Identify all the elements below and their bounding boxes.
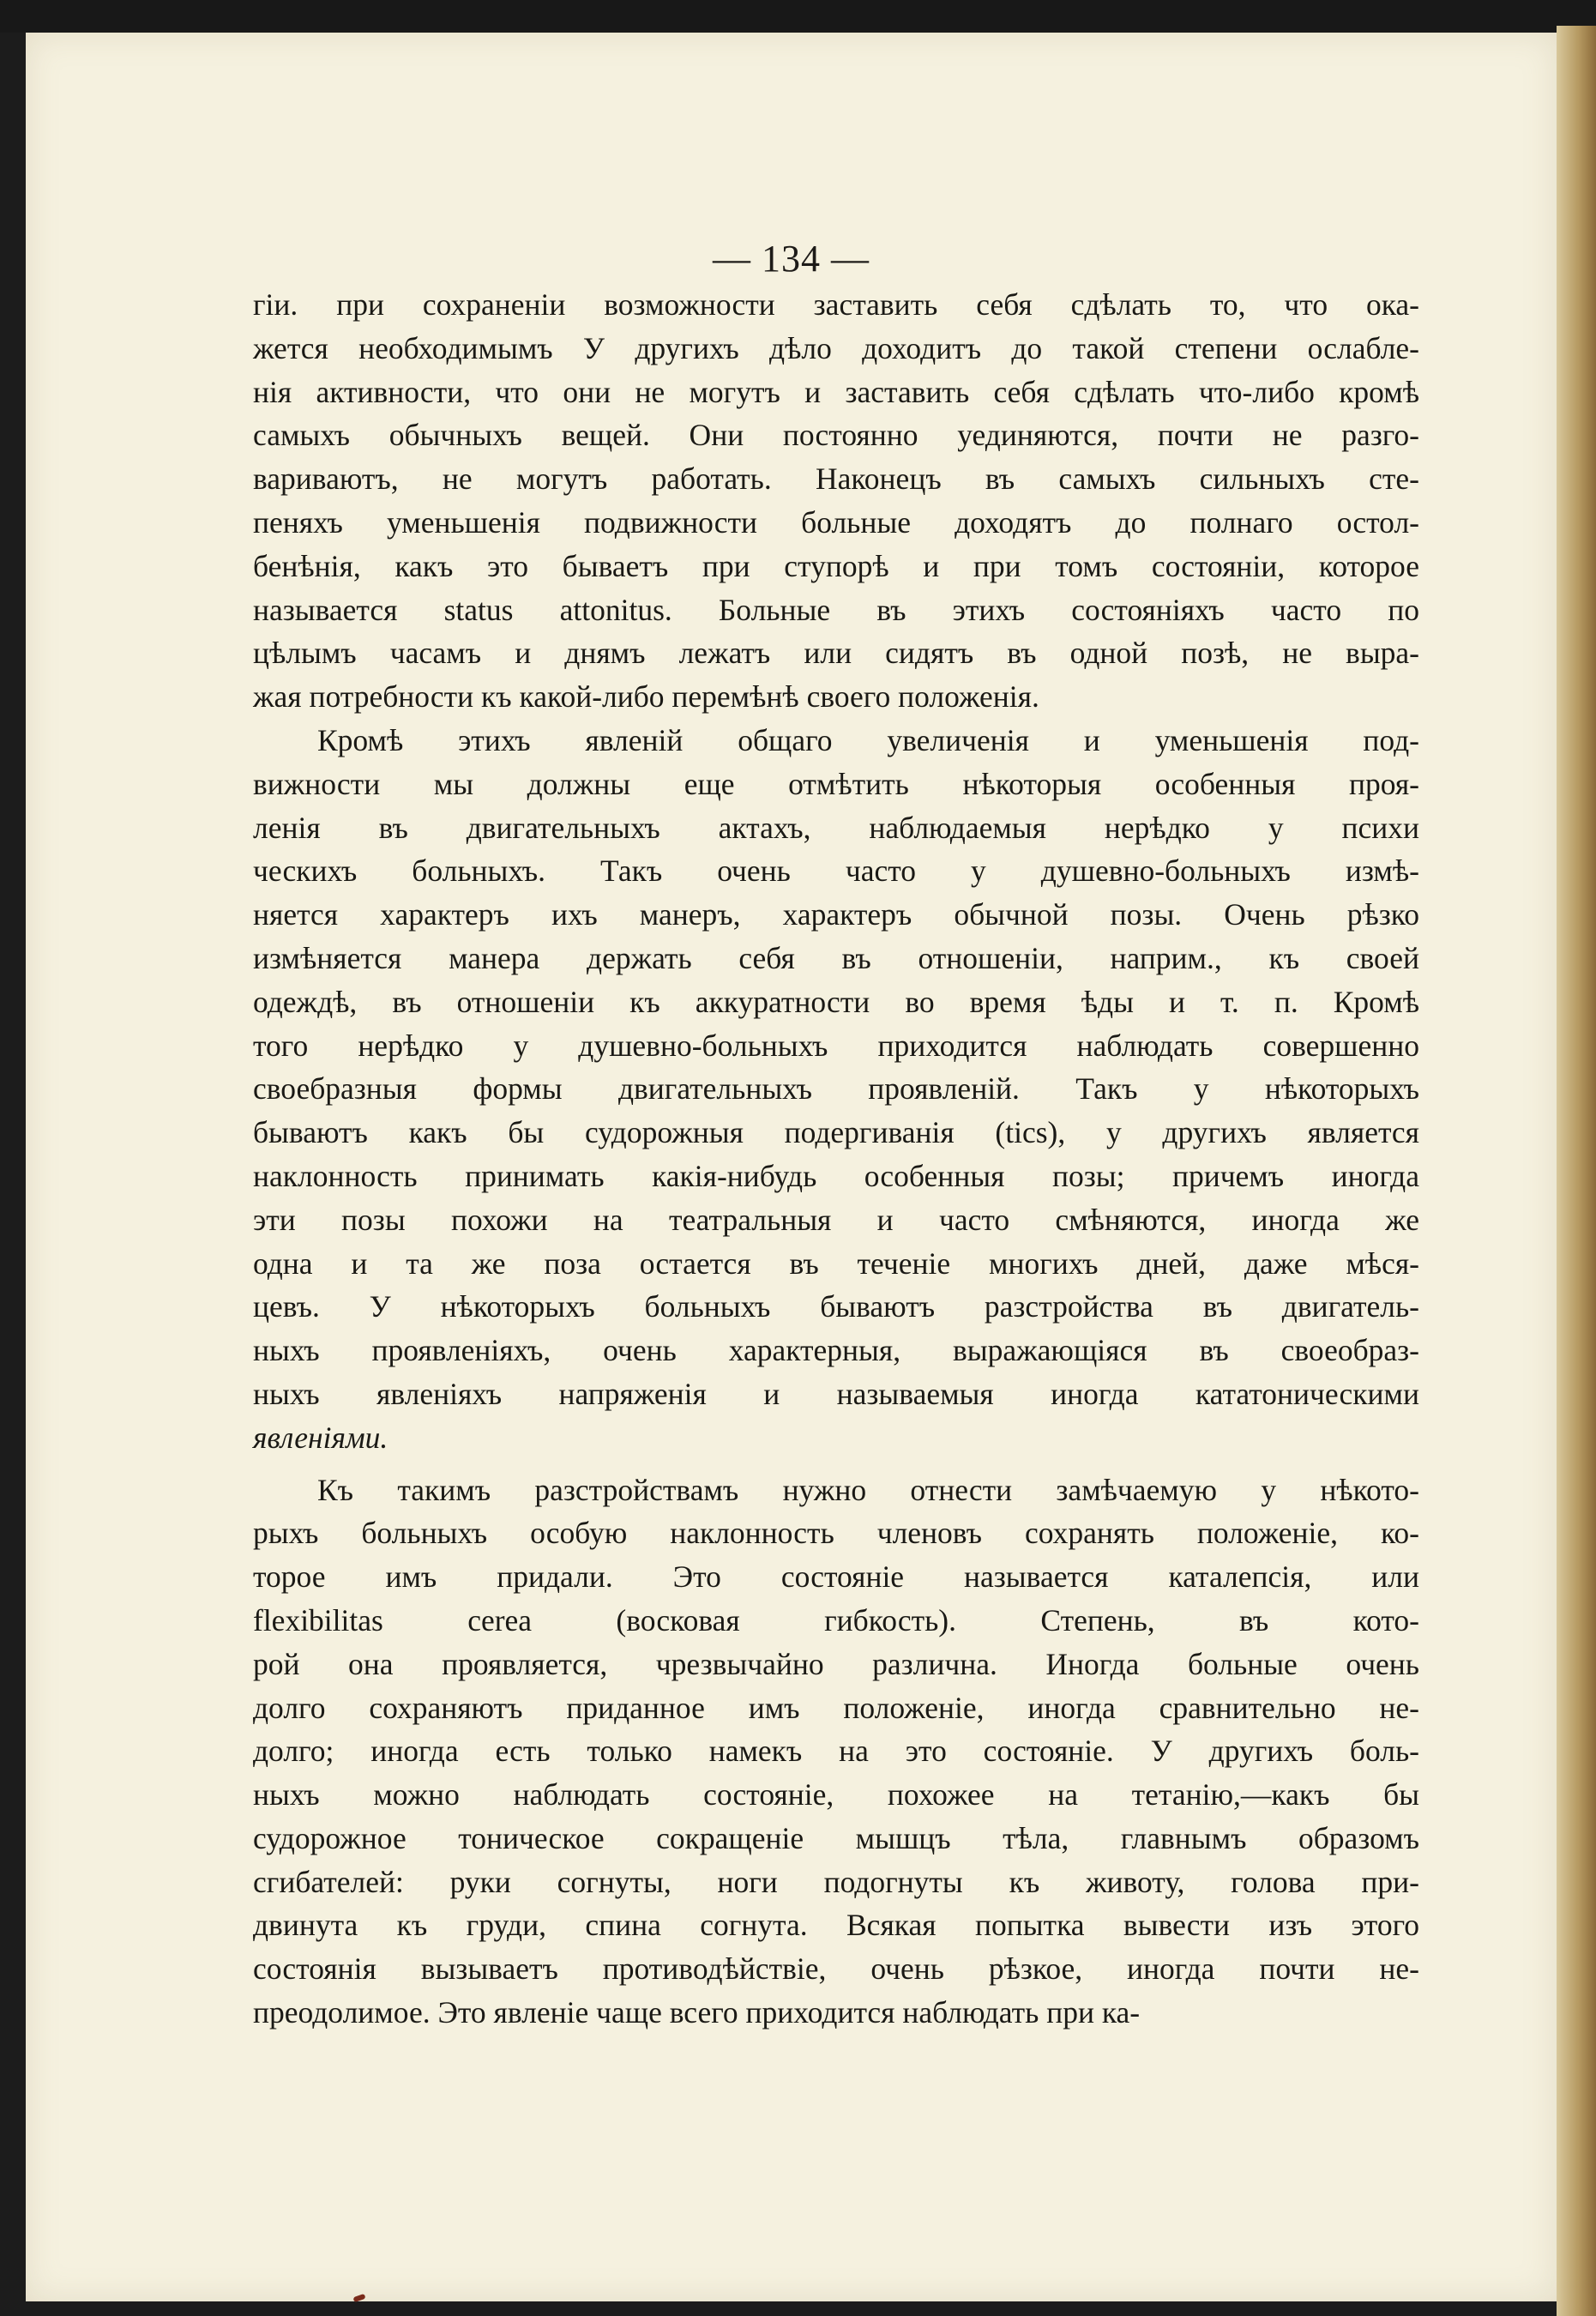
paragraph-2 — [253, 719, 1419, 1460]
text-line: вижности мы должны еще отмѣтить нѣкоторыя особенныя проя- — [253, 766, 1419, 801]
text-line: явленіями. — [253, 1420, 388, 1455]
body-text — [253, 283, 1419, 2035]
text-line: измѣняется манера держать себя въ отношеніи, наприм., къ своей — [253, 940, 1419, 975]
text-line: Кромѣ этихъ явленій общаго увеличенія и уменьшенія под- — [317, 722, 1419, 757]
text-line: состоянія вызываетъ противодѣйствіе, очень рѣзкое, иногда почти не- — [253, 1951, 1419, 1987]
text-line: няется характеръ ихъ манеръ, характеръ обычной позы. Очень рѣзко — [253, 897, 1419, 932]
book-spine-edge — [1557, 26, 1596, 2316]
text-line: долго; иногда есть только намекъ на это состояніе. У другихъ боль- — [253, 1734, 1419, 1769]
text-line: рыхъ больныхъ особую наклонность членовъ сохранять положеніе, ко- — [253, 1516, 1419, 1551]
text-line: торое имъ придали. Это состояніе называется каталепсія, или — [253, 1559, 1419, 1595]
ink-mark — [352, 2294, 365, 2302]
text-line: рой она проявляется, чрезвычайно различна. Иногда больные очень — [253, 1646, 1419, 1681]
text-line: нія активности, что они не могутъ и заставить себя сдѣлать что-либо кромѣ — [253, 374, 1419, 409]
text-line: пеняхъ уменьшенія подвижности больные доходятъ до полнаго остол- — [253, 504, 1419, 540]
text-line: одна и та же поза остается въ теченіе многихъ дней, даже мѣся- — [253, 1245, 1419, 1281]
text-line: самыхъ обычныхъ вещей. Они постоянно уединяются, почти не разго- — [253, 418, 1419, 453]
text-line: ныхъ можно наблюдать состояніе, похожее на тетанію,—какъ бы — [253, 1777, 1419, 1812]
text-line: долго сохраняютъ приданное имъ положеніе, иногда сравнительно не- — [253, 1690, 1419, 1725]
text-line: наклонность принимать какія-нибудь особенныя позы; причемъ иногда — [253, 1158, 1419, 1193]
text-line: вариваютъ, не могутъ работать. Наконецъ въ самыхъ сильныхъ сте- — [253, 461, 1419, 497]
text-line: бенѣнія, какъ это бываетъ при ступорѣ и при томъ состояніи, которое — [253, 548, 1419, 583]
text-line: ныхъ явленіяхъ напряженія и называемыя иногда кататоническими — [253, 1376, 1419, 1411]
text-line: гіи. при сохраненіи возможности заставить себя сдѣлать то, что ока- — [253, 287, 1419, 322]
text-line: жая потребности къ какой-либо перемѣнѣ своего положенія. — [253, 679, 1039, 715]
text-line: того нерѣдко у душевно-больныхъ приходится наблюдать совершенно — [253, 1028, 1419, 1063]
page-number: — 134 — — [713, 238, 870, 280]
text-line: ческихъ больныхъ. Такъ очень часто у душевно-больныхъ измѣ- — [253, 853, 1419, 889]
paragraph-gap — [253, 1460, 1419, 1469]
text-line: flexibilitas cerea (восковая гибкость). Степень, въ кото- — [253, 1602, 1419, 1637]
text-line: сгибателей: руки согнуты, ноги подогнуты къ животу, голова при- — [253, 1864, 1419, 1899]
text-line: двинута къ груди, спина согнута. Всякая попытка вывести изъ этого — [253, 1908, 1419, 1943]
text-line: ленія въ двигательныхъ актахъ, наблюдаемыя нерѣдко у психи — [253, 810, 1419, 845]
text-line: называется status attonitus. Больные въ этихъ состояніяхъ часто по — [253, 592, 1419, 627]
text-line: преодолимое. Это явленіе чаще всего приходится наблюдать при ка- — [253, 1995, 1141, 2030]
text-line: Къ такимъ разстройствамъ нужно отнести замѣчаемую у нѣкото- — [317, 1472, 1419, 1507]
text-line: цѣлымъ часамъ и днямъ лежатъ или сидятъ въ одной позѣ, не выра- — [253, 636, 1419, 671]
text-line: цевъ. У нѣкоторыхъ больныхъ бываютъ разстройства въ двигатель- — [253, 1289, 1419, 1324]
text-line: бываютъ какъ бы судорожныя подергиванія (tics), у другихъ является — [253, 1115, 1419, 1150]
paragraph-3 — [253, 1469, 1419, 2035]
text-line: ныхъ проявленіяхъ, очень характерныя, выражающіяся въ своеобраз- — [253, 1333, 1419, 1368]
text-line: одеждѣ, въ отношеніи къ аккуратности во время ѣды и т. п. Кромѣ — [253, 984, 1419, 1019]
text-line: эти позы похожи на театральныя и часто смѣняются, иногда же — [253, 1202, 1419, 1237]
text-line: своебразныя формы двигательныхъ проявленій. Такъ у нѣкоторыхъ — [253, 1071, 1419, 1107]
text-line: жется необходимымъ У другихъ дѣло доходитъ до такой степени ослабле- — [253, 330, 1419, 365]
scan-top-edge — [0, 0, 1596, 33]
text-line: судорожное тоническое сокращеніе мышцъ тѣла, главнымъ образомъ — [253, 1820, 1419, 1855]
paragraph-1 — [253, 283, 1419, 719]
